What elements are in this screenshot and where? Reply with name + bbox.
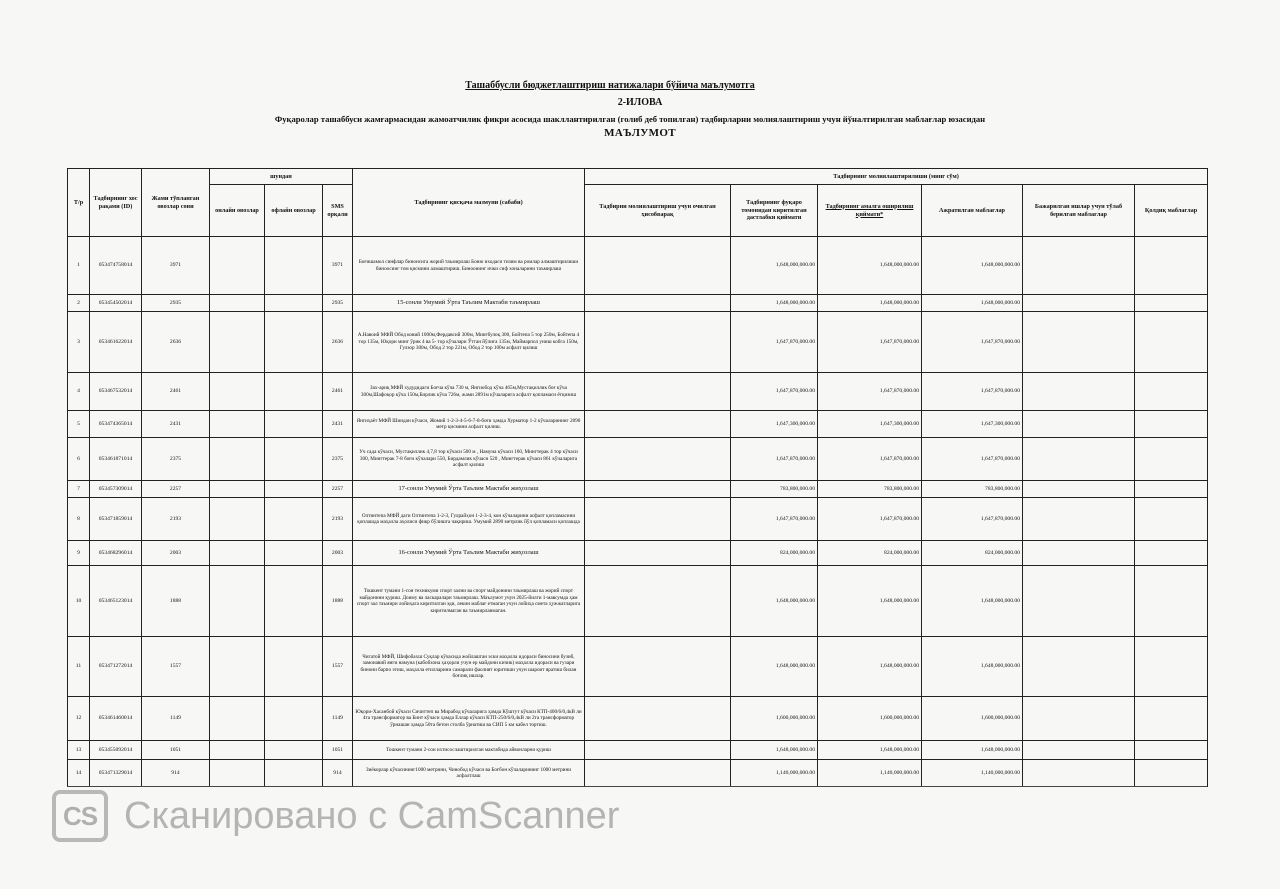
- row-estimate: 824,000,000.00: [818, 541, 922, 566]
- row-id: 053471329014: [90, 760, 142, 787]
- row-id: 053461871014: [90, 438, 142, 481]
- row-remaining: [1135, 237, 1208, 295]
- row-remaining: [1135, 411, 1208, 438]
- row-online-votes: [210, 237, 265, 295]
- row-offline-votes: [265, 237, 323, 295]
- row-account: [585, 481, 731, 498]
- row-allocated: 1,647,300,000.00: [922, 411, 1023, 438]
- camscanner-watermark: [52, 790, 619, 842]
- row-remaining: [1135, 566, 1208, 637]
- row-allocated: 1,647,870,000.00: [922, 373, 1023, 411]
- row-number: 1: [68, 237, 90, 295]
- table-row: [68, 741, 1208, 760]
- row-id: 053471859014: [90, 498, 142, 541]
- doc-title: МАЪЛУМОТ: [604, 127, 676, 139]
- row-number: 9: [68, 541, 90, 566]
- row-votes: 2257: [142, 481, 210, 498]
- row-offline-votes: [265, 438, 323, 481]
- row-votes: 2375: [142, 438, 210, 481]
- row-remaining: [1135, 481, 1208, 498]
- row-id: 053474365014: [90, 411, 142, 438]
- table-row: [68, 312, 1208, 373]
- row-estimate: 1,648,000,000.00: [818, 741, 922, 760]
- row-summary: 16-сонли Умумий Ўрта Таълим Мактаби жиҳозлаш: [353, 541, 585, 566]
- row-remaining: [1135, 312, 1208, 373]
- row-paid: [1023, 741, 1135, 760]
- row-remaining: [1135, 760, 1208, 787]
- row-votes: 2935: [142, 295, 210, 312]
- row-remaining: [1135, 295, 1208, 312]
- row-summary: Чигатой МФЙ, Шифобахш Суқлар кўчасида жойлашган эски маҳалла идораси биносини бузиб, замонавий янги намуна (кабобхона ҳаҳорли учун ер майдони кичик) маҳалла идораси ва гузари бинони барпо этиш, маҳалла етилларини самарали фаолият юритиши учун шароит яратиш билан боғлиқ ишлар.: [353, 637, 585, 697]
- col-estimate: Тадбирнинг амалга оширилиш қиймати*: [818, 185, 922, 237]
- row-paid: [1023, 566, 1135, 637]
- row-summary: Олтинтепа МФЙ даги Олтинтепа 1-2-3, Гулрайҳон 1-2-3-4, кон кўчаларини асфалт қопламасини қоплашда маҳалла аҳолиси фикр бўлишга чақириш. Умумий 2890 метрлик йўл қопламаси қоплашда: [353, 498, 585, 541]
- row-sms-votes: 2375: [323, 438, 353, 481]
- row-remaining: [1135, 498, 1208, 541]
- table-row: [68, 295, 1208, 312]
- camscanner-logo-icon: CS: [52, 790, 108, 842]
- row-online-votes: [210, 637, 265, 697]
- row-initial-cost: 783,800,000.00: [731, 481, 818, 498]
- row-id: 053468296014: [90, 541, 142, 566]
- row-estimate: 783,800,000.00: [818, 481, 922, 498]
- row-id: 053474758014: [90, 237, 142, 295]
- row-estimate: 1,647,870,000.00: [818, 312, 922, 373]
- row-offline-votes: [265, 295, 323, 312]
- row-number: 5: [68, 411, 90, 438]
- camscanner-text: Сканировано с CamScanner: [124, 794, 620, 837]
- row-number: 6: [68, 438, 90, 481]
- row-sms-votes: 3971: [323, 237, 353, 295]
- row-id: 053454502014: [90, 295, 142, 312]
- row-estimate: 1,648,000,000.00: [818, 637, 922, 697]
- col-account: Тадбирни молиялаштириш учун очилган ҳисобварақ: [585, 185, 731, 237]
- row-estimate: 1,647,870,000.00: [818, 373, 922, 411]
- row-offline-votes: [265, 697, 323, 741]
- col-financing: Тадбирнинг молиялаштирилиши (минг сўм): [585, 169, 1208, 185]
- row-online-votes: [210, 373, 265, 411]
- col-id: Тадбирнинг хос рақами (ID): [90, 169, 142, 237]
- row-offline-votes: [265, 541, 323, 566]
- row-allocated: 1,600,000,000.00: [922, 697, 1023, 741]
- row-initial-cost: 1,647,870,000.00: [731, 373, 818, 411]
- row-number: 3: [68, 312, 90, 373]
- row-sms-votes: 1051: [323, 741, 353, 760]
- row-allocated: 1,648,000,000.00: [922, 637, 1023, 697]
- row-account: [585, 438, 731, 481]
- col-initial-cost: Тадбирнинг фуқаро томонидан киритилган дастлабки қиймати: [731, 185, 818, 237]
- row-summary: Уч сада кўчаси, Мустақиллик 4,7,8 тор кўчаси 500 м , Намуна кўчаси 160, Мингтерак 4 тор кўчаси 300, Мингтерак 7-8 боғи кўчалари 550, Бирдамлик кўчаси 520 , Мингтерак кўчаси 861 кўчаларига асфалт қилиш: [353, 438, 585, 481]
- row-paid: [1023, 760, 1135, 787]
- row-allocated: 1,647,870,000.00: [922, 312, 1023, 373]
- row-votes: 1557: [142, 637, 210, 697]
- row-votes: 1888: [142, 566, 210, 637]
- row-number: 7: [68, 481, 90, 498]
- row-allocated: 1,647,870,000.00: [922, 498, 1023, 541]
- row-sms-votes: 2636: [323, 312, 353, 373]
- row-initial-cost: 1,600,000,000.00: [731, 697, 818, 741]
- row-paid: [1023, 481, 1135, 498]
- row-estimate: 1,647,870,000.00: [818, 498, 922, 541]
- row-account: [585, 566, 731, 637]
- row-online-votes: [210, 697, 265, 741]
- row-allocated: 1,648,000,000.00: [922, 566, 1023, 637]
- table-row: [68, 498, 1208, 541]
- row-votes: 2461: [142, 373, 210, 411]
- table-row: [68, 411, 1208, 438]
- row-initial-cost: 1,647,870,000.00: [731, 498, 818, 541]
- row-online-votes: [210, 566, 265, 637]
- row-online-votes: [210, 741, 265, 760]
- table-row: [68, 760, 1208, 787]
- row-id: 053471272014: [90, 637, 142, 697]
- row-number: 14: [68, 760, 90, 787]
- row-online-votes: [210, 481, 265, 498]
- row-sms-votes: 2003: [323, 541, 353, 566]
- row-remaining: [1135, 637, 1208, 697]
- table-row: [68, 373, 1208, 411]
- col-votes: Жами тўпланган овозлар сони: [142, 169, 210, 237]
- row-number: 10: [68, 566, 90, 637]
- row-allocated: 783,800,000.00: [922, 481, 1023, 498]
- row-account: [585, 411, 731, 438]
- row-remaining: [1135, 373, 1208, 411]
- col-sms: SMS орқали: [323, 185, 353, 237]
- doc-reference-title: Ташаббусли бюджетлаштириш натижалари бўйича маълумотга: [465, 80, 755, 91]
- row-allocated: 1,648,000,000.00: [922, 741, 1023, 760]
- row-account: [585, 237, 731, 295]
- row-offline-votes: [265, 760, 323, 787]
- financing-table: [67, 168, 1208, 787]
- row-sms-votes: 2461: [323, 373, 353, 411]
- row-account: [585, 295, 731, 312]
- row-summary: А.Навоий МФЙ Обод ковий 1000м,Фердавсий 300м, Мингбулоқ 300, Бойтепа 5 тор 250м, Бойтепа 4 тор 135м, Юқори минг ўрик 4 ва 5- тор кўчалари Ўтган йўлига 135м, Маймарпол униш кобга 150м, Гулзор 300м, Обод 2 тор 221м, Обод 2 тор 100м асфалт қилиш: [353, 312, 585, 373]
- row-account: [585, 760, 731, 787]
- row-account: [585, 373, 731, 411]
- row-offline-votes: [265, 312, 323, 373]
- row-initial-cost: 1,140,000,000.00: [731, 760, 818, 787]
- row-account: [585, 312, 731, 373]
- row-summary: Зиёкорлар кўчасининг1000 метрини, Чинобод кўчаси ва Боғбон кўчаларининг 1000 метрини асфалтлаш: [353, 760, 585, 787]
- row-initial-cost: 1,647,300,000.00: [731, 411, 818, 438]
- row-votes: 1051: [142, 741, 210, 760]
- row-online-votes: [210, 411, 265, 438]
- row-sms-votes: 2935: [323, 295, 353, 312]
- row-votes: 914: [142, 760, 210, 787]
- row-initial-cost: 1,648,000,000.00: [731, 295, 818, 312]
- row-paid: [1023, 498, 1135, 541]
- row-remaining: [1135, 741, 1208, 760]
- doc-subtitle: Фуқаролар ташаббуси жамғармасидан жамоатчилик фикри асосида шакллантирилган (голиб деб топилган) тадбирларни молиялаштириш учун йўналтирилган маблағлар юзасидан: [274, 114, 986, 124]
- row-online-votes: [210, 760, 265, 787]
- row-online-votes: [210, 312, 265, 373]
- row-id: 053457309014: [90, 481, 142, 498]
- row-summary: Тошкент тумани 2-сон ихтисослаштирилган мактабида айвонларни қуриш: [353, 741, 585, 760]
- table-row: [68, 237, 1208, 295]
- row-offline-votes: [265, 566, 323, 637]
- row-summary: Тошкент тумани 1-сон техникуми спорт зални ва спорт майдонини таъмирлаш ва жорий спорт майдонини қуриш. Доиму ва ласкаралари таъмирлаш. Маълумот учун 2025-йилги 1-мавсумда ҳам спорт зал таъмири лойиҳага киритилган эди, лекин маблағ етмаган учун лойиҳа смета ҳужжатларига киритилмаган ва таъмирланмаган.: [353, 566, 585, 637]
- row-id: 053465123014: [90, 566, 142, 637]
- row-offline-votes: [265, 637, 323, 697]
- row-online-votes: [210, 498, 265, 541]
- row-allocated: 1,647,870,000.00: [922, 438, 1023, 481]
- row-paid: [1023, 541, 1135, 566]
- row-account: [585, 741, 731, 760]
- row-paid: [1023, 637, 1135, 697]
- row-estimate: 1,648,000,000.00: [818, 237, 922, 295]
- row-offline-votes: [265, 373, 323, 411]
- row-summary: 17-сонли Умумий Ўрта Таълим Мактаби жиҳозлаш: [353, 481, 585, 498]
- row-remaining: [1135, 541, 1208, 566]
- row-allocated: 1,648,000,000.00: [922, 237, 1023, 295]
- row-account: [585, 541, 731, 566]
- row-online-votes: [210, 438, 265, 481]
- table-row: [68, 438, 1208, 481]
- row-sms-votes: 1888: [323, 566, 353, 637]
- row-paid: [1023, 411, 1135, 438]
- row-account: [585, 498, 731, 541]
- table-row: [68, 481, 1208, 498]
- row-number: 8: [68, 498, 90, 541]
- row-estimate: 1,648,000,000.00: [818, 295, 922, 312]
- row-summary: Янгиҳаёт МФЙ Шиндан кўчаси, Жомий 1-2-3-4-5-6-7-8-боғи ҳамда Хурматор 1-2 кўчаларининг 2890 метр қисмини асфалт қилиш.: [353, 411, 585, 438]
- row-votes: 1149: [142, 697, 210, 741]
- row-paid: [1023, 312, 1135, 373]
- row-votes: 3971: [142, 237, 210, 295]
- col-remaining: Қолдиқ маблағлар: [1135, 185, 1208, 237]
- col-paid: Бажарилган ишлар учун тўлаб берилган маблағлар: [1023, 185, 1135, 237]
- row-paid: [1023, 295, 1135, 312]
- appendix-label: 2-ИЛОВА: [617, 97, 663, 108]
- row-initial-cost: 1,648,000,000.00: [731, 741, 818, 760]
- row-paid: [1023, 438, 1135, 481]
- row-initial-cost: 1,647,870,000.00: [731, 438, 818, 481]
- row-number: 2: [68, 295, 90, 312]
- row-number: 12: [68, 697, 90, 741]
- row-paid: [1023, 373, 1135, 411]
- row-initial-cost: 824,000,000.00: [731, 541, 818, 566]
- row-account: [585, 637, 731, 697]
- row-estimate: 1,648,000,000.00: [818, 566, 922, 637]
- col-offline: офлайн овозлар: [265, 185, 323, 237]
- row-number: 11: [68, 637, 90, 697]
- table-bottom-line: [67, 786, 1207, 787]
- row-summary: Зах-ариқ МФЙ худудидаги Боғча кўча 730 м, Янгиобод кўча 465м,Мустақиллик боғ кўча 300м,Шафоқор кўча 150м,Бирлик кўча 726м, жами 2891м кўчаларига асфалт қопламаси ётқизиш: [353, 373, 585, 411]
- row-number: 13: [68, 741, 90, 760]
- row-summary: 15-сонли Умумий Ўрта Таълим Мактаби таъмирлаш: [353, 295, 585, 312]
- row-votes: 2431: [142, 411, 210, 438]
- row-sms-votes: 914: [323, 760, 353, 787]
- row-id: 053461622014: [90, 312, 142, 373]
- col-tr: Т/р: [68, 169, 90, 237]
- row-remaining: [1135, 697, 1208, 741]
- row-initial-cost: 1,647,870,000.00: [731, 312, 818, 373]
- row-initial-cost: 1,648,000,000.00: [731, 237, 818, 295]
- row-estimate: 1,140,000,000.00: [818, 760, 922, 787]
- row-remaining: [1135, 438, 1208, 481]
- row-estimate: 1,647,300,000.00: [818, 411, 922, 438]
- row-votes: 2193: [142, 498, 210, 541]
- col-online: онлайн овозлар: [210, 185, 265, 237]
- row-account: [585, 697, 731, 741]
- row-online-votes: [210, 295, 265, 312]
- table-body: [68, 237, 1208, 787]
- row-summary: Юқори-Хасанбой кўчаси Сичиттеп ва Мирабод кўчаларига ҳамда Кўштут кўчаси КТП-400/6/0,4кВ ли 4та трансформатор ва Бинт кўчаси ҳамда Еллар кўчаси КТП-250/6/0,4кВ ли 2та трансформатор ўрнашан ҳамда 50та бетон столба ўрнатиш ва СИП 5 км кабел тортиш.: [353, 697, 585, 741]
- col-allocated: Ажратилган маблағлар: [922, 185, 1023, 237]
- row-id: 053461460014: [90, 697, 142, 741]
- table-row: [68, 637, 1208, 697]
- col-summary: Тадбирнинг қисқача мазмуни (сабаби): [353, 169, 585, 237]
- row-paid: [1023, 237, 1135, 295]
- row-allocated: 824,000,000.00: [922, 541, 1023, 566]
- row-votes: 2003: [142, 541, 210, 566]
- row-estimate: 1,600,000,000.00: [818, 697, 922, 741]
- col-including: шундан: [210, 169, 353, 185]
- row-votes: 2636: [142, 312, 210, 373]
- row-id: 053467532014: [90, 373, 142, 411]
- row-sms-votes: 2257: [323, 481, 353, 498]
- row-sms-votes: 1557: [323, 637, 353, 697]
- table-row: [68, 566, 1208, 637]
- row-id: 053455092014: [90, 741, 142, 760]
- table-row: [68, 697, 1208, 741]
- row-offline-votes: [265, 481, 323, 498]
- row-number: 4: [68, 373, 90, 411]
- row-sms-votes: 1149: [323, 697, 353, 741]
- row-offline-votes: [265, 741, 323, 760]
- row-estimate: 1,647,870,000.00: [818, 438, 922, 481]
- row-paid: [1023, 697, 1135, 741]
- row-sms-votes: 2431: [323, 411, 353, 438]
- row-allocated: 1,648,000,000.00: [922, 295, 1023, 312]
- row-initial-cost: 1,648,000,000.00: [731, 637, 818, 697]
- row-offline-votes: [265, 498, 323, 541]
- table-row: [68, 541, 1208, 566]
- row-allocated: 1,140,000,000.00: [922, 760, 1023, 787]
- row-online-votes: [210, 541, 265, 566]
- row-summary: Боғишамол синфлар бинонсига жорий таъмирлаш Боню иходаси тизим ва ромлар алмаштирилиши биноосинг том қисмини алмаштириш. Биноонинг ички сиф хоналарини таъмирлаш: [353, 237, 585, 295]
- row-offline-votes: [265, 411, 323, 438]
- row-sms-votes: 2193: [323, 498, 353, 541]
- row-initial-cost: 1,648,000,000.00: [731, 566, 818, 637]
